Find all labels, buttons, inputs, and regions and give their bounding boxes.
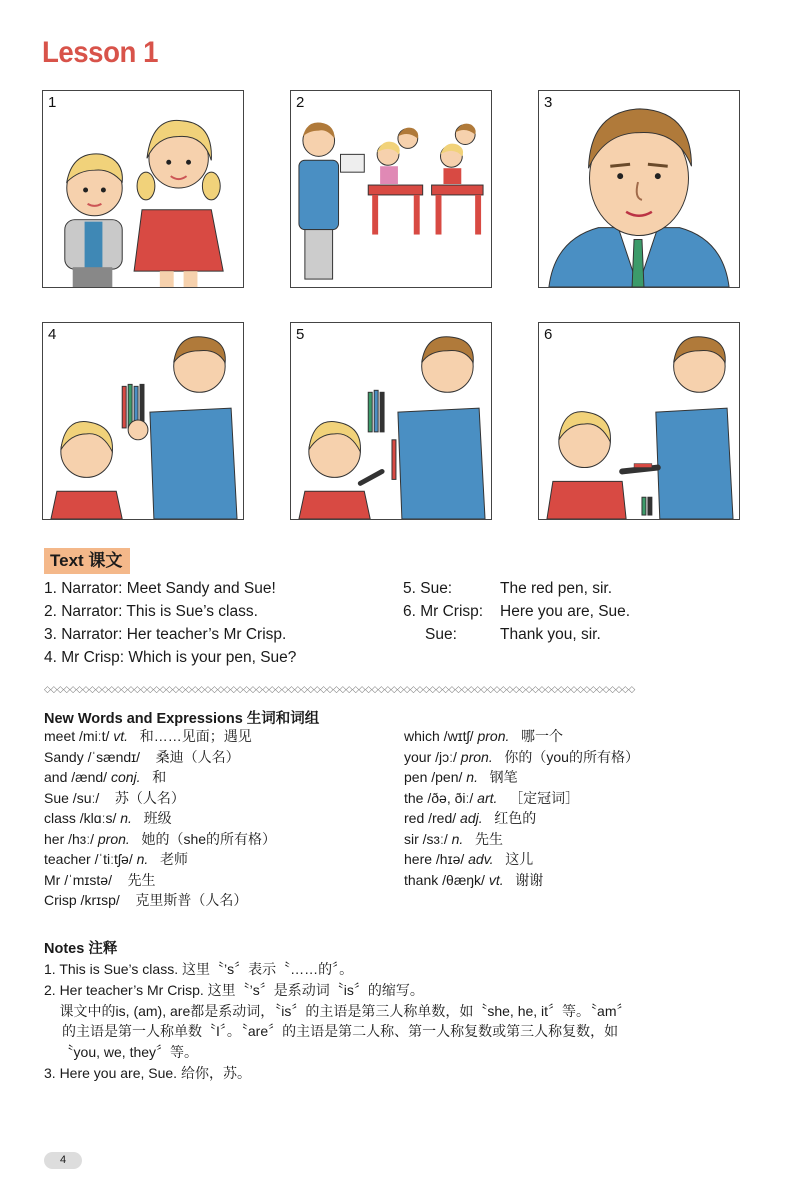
vocab-item: and /ænd/ conj. 和 <box>44 769 167 785</box>
dialogue-left <box>44 577 296 669</box>
page-number: 4 <box>44 1152 82 1169</box>
note-line: 2. Her teacher’s Mr Crisp. 这里〝’s〞是系动词〝is〞的缩写。 <box>44 981 424 998</box>
vocab-item: red /red/ adj. 红色的 <box>404 810 537 826</box>
vocab-item: here /hɪə/ adv. 这儿 <box>404 851 534 867</box>
note-line: 课文中的is, (am), are都是系动词，〝is〞的主语是第三人称单数，如〝she, he, it〞等。〝am〞 <box>44 1002 631 1019</box>
vocab-item: your /jɔː/ pron. 你的（you的所有格） <box>404 748 639 765</box>
illustration-classroom <box>291 91 491 287</box>
vocab-item: meet /miːt/ vt. 和……见面；遇见 <box>44 728 252 744</box>
vocab-item: which /wɪtʃ/ pron. 哪一个 <box>404 728 564 744</box>
dialogue-line: 2. Narrator: This is Sue’s class. <box>44 603 258 620</box>
illustration-pointing-red-pen <box>291 323 491 519</box>
speaker: Sue: <box>425 626 457 643</box>
vocab-list-left <box>44 726 276 911</box>
vocab-item: her /hɜː/ pron. 她的（she的所有格） <box>44 830 277 847</box>
vocab-list-right <box>404 726 639 890</box>
panel-number: 1 <box>48 94 57 111</box>
illustration-panel-5 <box>290 322 492 520</box>
speaker: 6. Mr Crisp: <box>403 603 484 620</box>
vocab-item: the /ðə, ðiː/ art. ［定冠词］ <box>404 789 580 806</box>
vocab-item: thank /θæŋk/ vt. 谢谢 <box>404 871 544 888</box>
illustration-handing-pen <box>539 323 739 519</box>
vocab-item: class /klɑːs/ n. 班级 <box>44 810 172 826</box>
notes-list <box>44 959 631 1084</box>
vocab-item: sir /sɜː/ n. 先生 <box>404 830 503 847</box>
panel-number: 6 <box>544 326 553 343</box>
illustration-sandy-and-sue <box>43 91 243 287</box>
panel-number: 5 <box>296 326 305 343</box>
vocab-item: pen /pen/ n. 钢笔 <box>404 769 518 785</box>
line-text: Thank you, sir. <box>500 626 601 643</box>
panel-number: 2 <box>296 94 305 111</box>
lesson-title: Lesson 1 <box>42 36 158 69</box>
vocab-item: Sandy /ˈsændɪ/ 桑迪（人名） <box>44 748 240 765</box>
note-line: 〝you, we, they〞等。 <box>44 1044 199 1061</box>
vocab-item: Sue /suː/ 苏（人名） <box>44 789 185 806</box>
dialogue-line <box>403 623 630 646</box>
dialogue-line: 3. Narrator: Her teacher’s Mr Crisp. <box>44 626 287 643</box>
illustration-panel-4 <box>42 322 244 520</box>
speaker: 5. Sue: <box>403 580 453 597</box>
illustration-panel-2 <box>290 90 492 288</box>
illustration-panel-1 <box>42 90 244 288</box>
words-heading: New Words and Expressions 生词和词组 <box>44 711 320 727</box>
note-line: 3. Here you are, Sue. 给你，苏。 <box>44 1064 251 1081</box>
diamond-divider: ◇◇◇◇◇◇◇◇◇◇◇◇◇◇◇◇◇◇◇◇◇◇◇◇◇◇◇◇◇◇◇◇◇◇◇◇◇◇◇◇◇◇◇◇◇◇◇◇◇◇◇◇◇◇◇◇◇◇◇◇◇◇◇◇◇◇◇◇◇◇◇◇◇◇◇◇◇◇◇◇◇◇◇◇◇◇◇◇◇◇◇◇ <box>44 685 635 693</box>
line-text: Here you are, Sue. <box>500 603 631 620</box>
illustration-pens-question <box>43 323 243 519</box>
note-line: 的主语是第一人称单数〝I〞。〝are〞的主语是第二人称、第一人称复数或第三人称复数，如 <box>62 1023 619 1040</box>
illustration-panel-3 <box>538 90 740 288</box>
dialogue-right <box>403 577 630 646</box>
line-text: The red pen, sir. <box>500 580 613 597</box>
panel-number: 4 <box>48 326 57 343</box>
illustration-panel-6 <box>538 322 740 520</box>
illustration-mr-crisp-portrait <box>539 91 739 287</box>
dialogue-line: 1. Narrator: Meet Sandy and Sue! <box>44 580 276 597</box>
text-section-label: Text 课文 <box>44 548 130 574</box>
vocab-item: Crisp /krɪsp/ 克里斯普（人名） <box>44 892 248 908</box>
dialogue-line <box>403 577 630 600</box>
notes-heading: Notes 注释 <box>44 941 118 957</box>
vocab-item: Mr /ˈmɪstə/ 先生 <box>44 871 156 888</box>
vocab-item: teacher /ˈtiːtʃə/ n. 老师 <box>44 851 188 867</box>
panel-number: 3 <box>544 94 553 111</box>
dialogue-line <box>403 600 630 623</box>
note-line: 1. This is Sue’s class. 这里〝’s〞表示〝……的〞。 <box>44 961 354 977</box>
dialogue-line: 4. Mr Crisp: Which is your pen, Sue? <box>44 649 297 666</box>
